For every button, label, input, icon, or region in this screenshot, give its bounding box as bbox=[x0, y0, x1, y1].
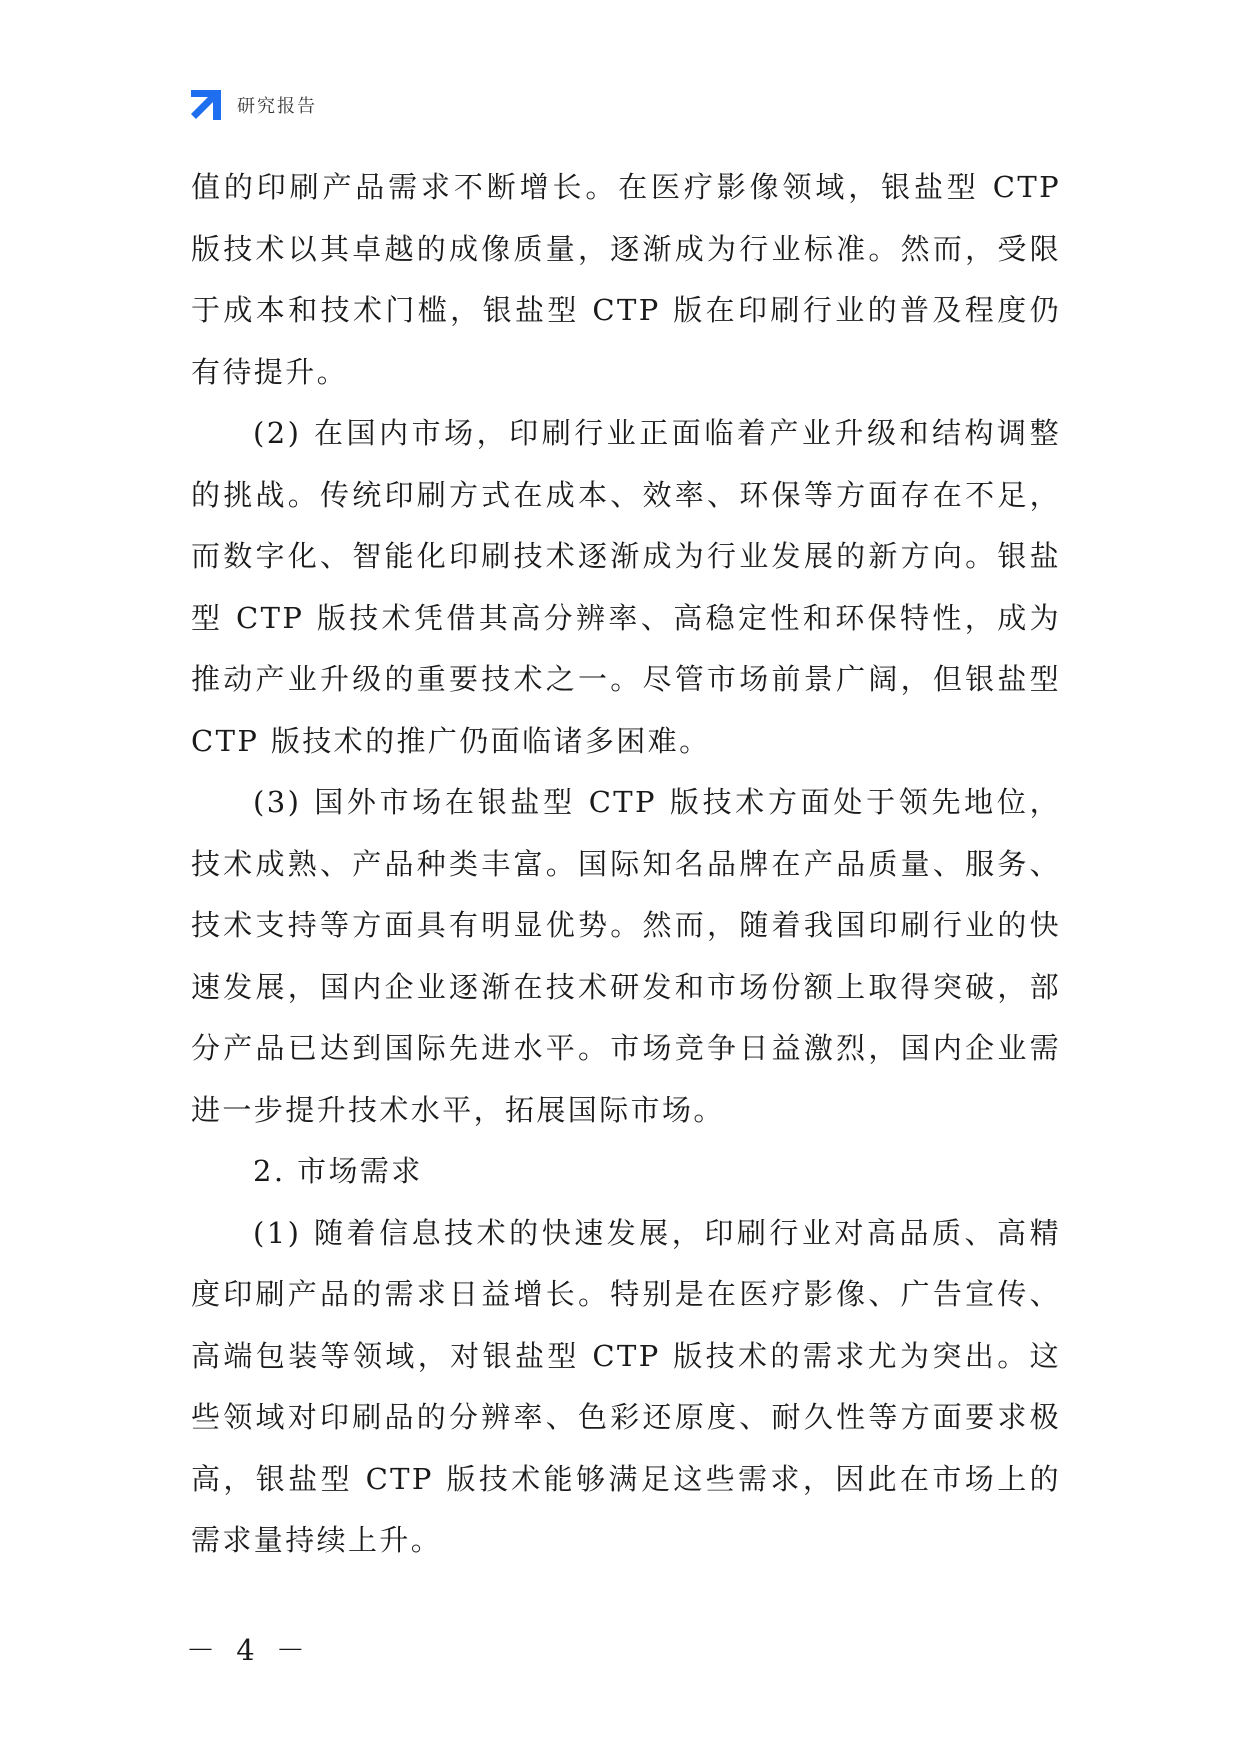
arrow-up-right-icon bbox=[189, 88, 223, 122]
page-header bbox=[189, 88, 317, 122]
paragraph-domestic-market: (2) 在国内市场，印刷行业正面临着产业升级和结构调整的挑战。传统印刷方式在成本、效率、环保等方面存在不足，而数字化、智能化印刷技术逐渐成为行业发展的新方向。银盐型 CTP 版技术凭借其高分辨率、高稳定性和环保特性，成为推动产业升级的重要技术之一。尽管市场前景广阔，但银盐型 CTP 版技术的推广仍面临诸多困难。 bbox=[191, 416, 1061, 758]
paragraph-foreign-market: (3) 国外市场在银盐型 CTP 版技术方面处于领先地位，技术成熟、产品种类丰富。国际知名品牌在产品质量、服务、技术支持等方面具有明显优势。然而，随着我国印刷行业的快速发展，国内企业逐渐在技术研发和市场份额上取得突破，部分产品已达到国际先进水平。市场竞争日益激烈，国内企业需进一步提升技术水平，拓展国际市场。 bbox=[191, 785, 1061, 1127]
header-title: 研究报告 bbox=[237, 96, 317, 117]
paragraph-demand-1: (1) 随着信息技术的快速发展，印刷行业对高品质、高精度印刷产品的需求日益增长。特别是在医疗影像、广告宣传、高端包装等领域，对银盐型 CTP 版技术的需求尤为突出。这些领域对印刷品的分辨率、色彩还原度、耐久性等方面要求极高，银盐型 CTP 版技术能够满足这些需求，因此在市场上的需求量持续上升。 bbox=[191, 1215, 1061, 1557]
document-body bbox=[191, 157, 1061, 1572]
page-number: － 4 － bbox=[186, 1633, 311, 1667]
paragraph-continued: 值的印刷产品需求不断增长。在医疗影像领域，银盐型 CTP 版技术以其卓越的成像质量，逐渐成为行业标准。然而，受限于成本和技术门槛，银盐型 CTP 版在印刷行业的普及程度仍有待提升。 bbox=[191, 170, 1061, 389]
section-heading-market-demand: 2. 市场需求 bbox=[253, 1154, 423, 1188]
